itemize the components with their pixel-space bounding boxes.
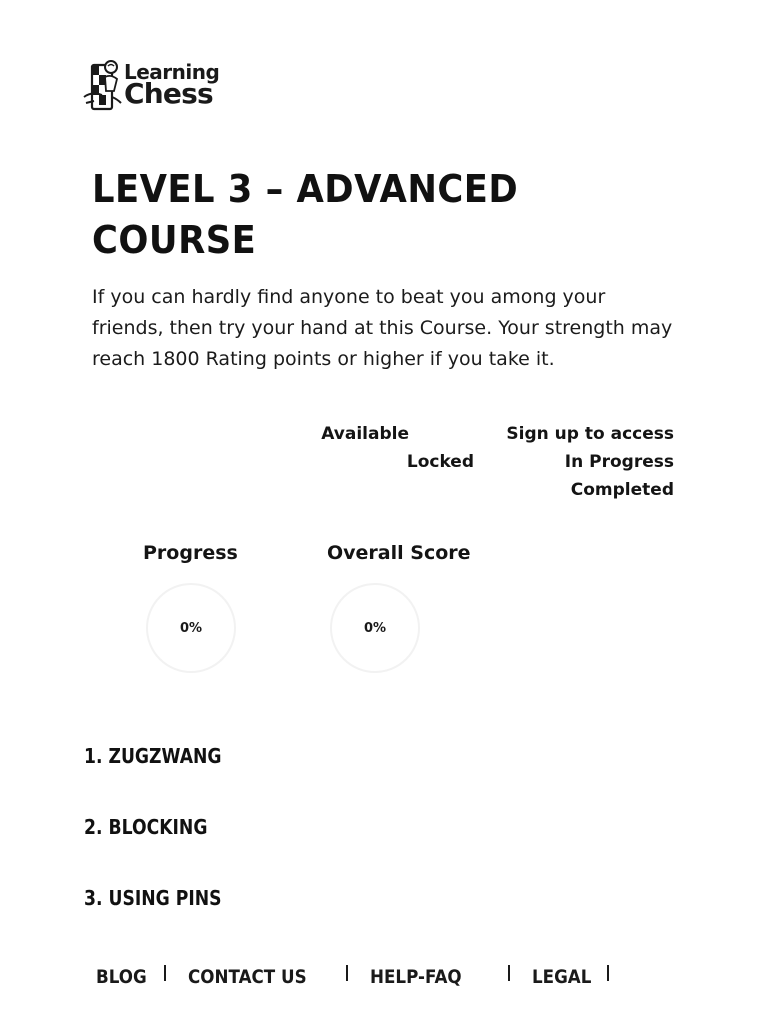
footer-divider — [607, 965, 609, 981]
logo-line-2: Chess — [124, 77, 213, 110]
footer-divider — [164, 965, 166, 981]
lesson-zugzwang[interactable]: 1. ZUGZWANG — [84, 744, 222, 768]
course-description: If you can hardly find anyone to beat you among your friends, then try your hand at this Course. Your strength may reach 1800 Rating points or higher if you take it. — [92, 286, 673, 370]
lesson-blocking[interactable]: 2. BLOCKING — [84, 815, 208, 839]
legend-in-progress: In Progress — [564, 452, 674, 472]
legend-locked: Locked — [406, 452, 474, 472]
site-logo[interactable] — [82, 56, 232, 114]
progress-value: 0% — [179, 620, 203, 636]
legend-completed: Completed — [570, 480, 674, 500]
overall-score-value: 0% — [363, 620, 387, 636]
footer-link-blog[interactable]: BLOG — [96, 966, 147, 986]
overall-score-label: Overall Score — [327, 542, 471, 564]
logo-line-1: Learning — [124, 60, 220, 84]
legend-available: Available — [321, 424, 409, 444]
progress-label: Progress — [143, 542, 238, 564]
logo-wordmark — [124, 62, 219, 108]
legend-sign-up: Sign up to access — [506, 424, 674, 444]
chess-player-icon — [82, 57, 122, 113]
footer-link-help-faq[interactable]: HELP-FAQ — [370, 966, 462, 986]
footer-nav — [96, 962, 736, 986]
footer-divider — [508, 965, 510, 981]
footer-link-contact-us[interactable]: CONTACT US — [188, 966, 307, 986]
footer-divider — [346, 965, 348, 981]
lesson-using-pins[interactable]: 3. USING PINS — [84, 886, 222, 910]
page-title: LEVEL 3 – ADVANCED COURSE — [92, 167, 519, 262]
overall-score-ring — [330, 583, 420, 673]
footer-link-legal[interactable]: LEGAL — [532, 966, 592, 986]
progress-ring — [146, 583, 236, 673]
